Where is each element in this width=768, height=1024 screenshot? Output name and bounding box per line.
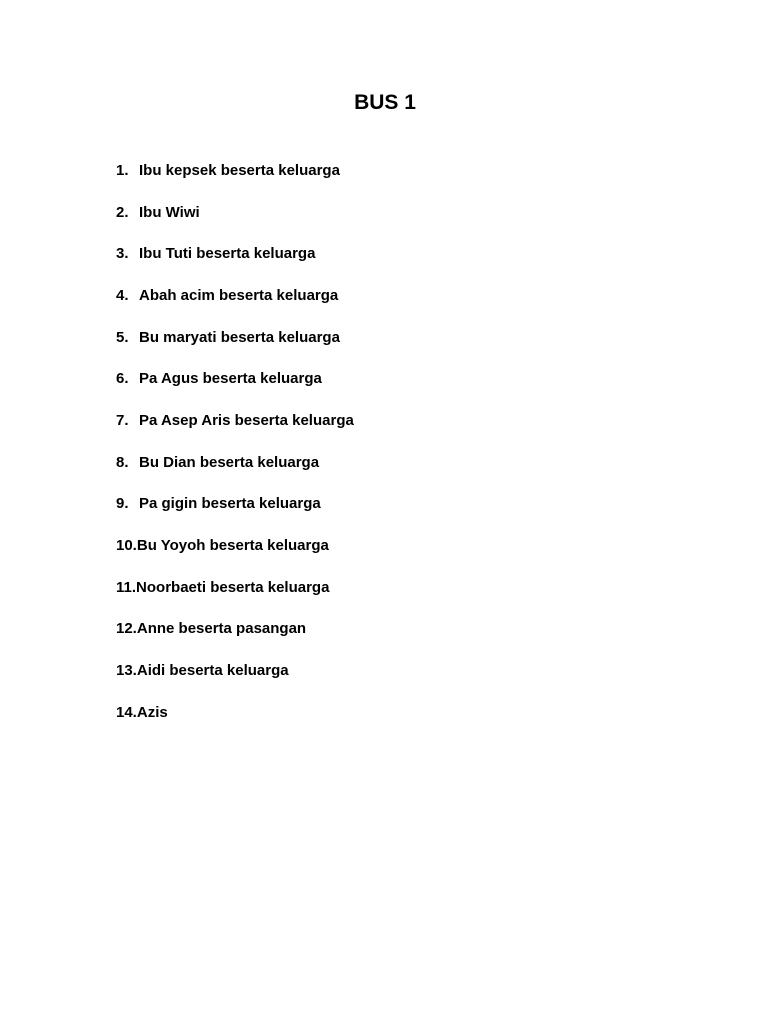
list-item bbox=[116, 571, 354, 613]
item-number: 13. bbox=[116, 662, 137, 680]
item-number: 7. bbox=[116, 411, 129, 429]
item-number: 6. bbox=[116, 370, 129, 388]
item-text: Azis bbox=[136, 703, 168, 721]
list-item bbox=[116, 404, 354, 446]
item-text: Bu Yoyoh beserta keluarga bbox=[136, 537, 329, 555]
item-text: Abah acim beserta keluarga bbox=[139, 286, 339, 304]
list-item bbox=[116, 362, 354, 404]
list-item bbox=[116, 237, 354, 279]
item-text: Bu Dian beserta keluarga bbox=[139, 453, 320, 471]
item-text: Ibu Tuti beserta keluarga bbox=[139, 245, 316, 263]
item-text: Noorbaeti beserta keluarga bbox=[136, 578, 330, 596]
list-item bbox=[116, 488, 354, 530]
item-text: Ibu Wiwi bbox=[139, 203, 200, 221]
item-number: 10. bbox=[116, 537, 137, 555]
item-text: Pa gigin beserta keluarga bbox=[139, 495, 321, 513]
item-number: 4. bbox=[116, 286, 129, 304]
item-text: Pa Asep Aris beserta keluarga bbox=[139, 411, 354, 429]
list-item bbox=[116, 529, 354, 571]
list-item bbox=[116, 696, 354, 738]
item-text: Bu maryati beserta keluarga bbox=[139, 328, 340, 346]
list-item bbox=[116, 613, 354, 655]
item-number: 12. bbox=[116, 620, 137, 638]
list-item bbox=[116, 654, 354, 696]
item-number: 2. bbox=[116, 203, 129, 221]
item-text: Anne beserta pasangan bbox=[136, 620, 307, 638]
item-number: 9. bbox=[116, 495, 129, 513]
list-item bbox=[116, 279, 354, 321]
item-number: 3. bbox=[116, 245, 129, 263]
item-number: 11. bbox=[116, 578, 137, 596]
page-title: BUS 1 bbox=[354, 91, 416, 114]
list-item bbox=[116, 154, 354, 196]
item-number: 1. bbox=[116, 161, 129, 179]
item-text: Ibu kepsek beserta keluarga bbox=[139, 161, 340, 179]
list-item bbox=[116, 196, 354, 238]
item-number: 5. bbox=[116, 328, 129, 346]
item-text: Aidi beserta keluarga bbox=[136, 662, 289, 680]
item-number: 14. bbox=[116, 703, 137, 721]
list-item bbox=[116, 446, 354, 488]
item-number: 8. bbox=[116, 453, 129, 471]
passenger-list bbox=[116, 154, 354, 738]
item-text: Pa Agus beserta keluarga bbox=[139, 370, 322, 388]
list-item bbox=[116, 321, 354, 363]
